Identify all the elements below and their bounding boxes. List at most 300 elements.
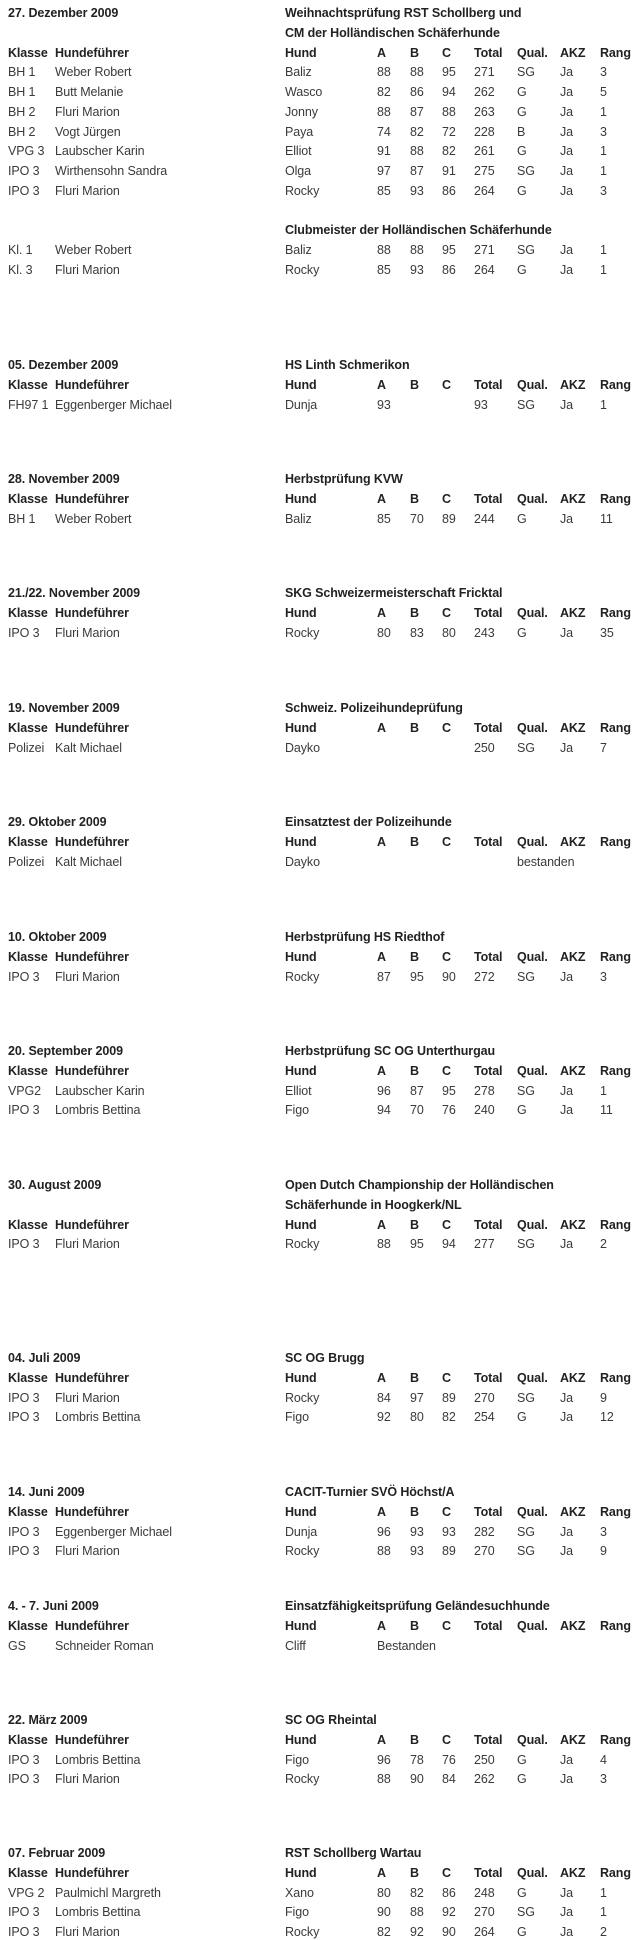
table-cell-fuehrer: Eggenberger Michael [55,1524,172,1539]
table-cell-total: 277 [474,1237,495,1252]
table-cell-rang: 2 [600,1925,607,1939]
column-header-a: A [377,949,386,964]
column-header-c: C [442,720,451,735]
table-cell-qual: SG [517,1390,535,1405]
table-cell-fuehrer: Lombris Bettina [55,1905,141,1920]
table-cell-fuehrer: Lombris Bettina [55,1103,141,1118]
column-header-a: A [377,834,386,849]
table-cell-hund: Elliot [285,144,312,159]
column-header-rang: Rang [600,491,631,506]
table-cell-fuehrer: Fluri Marion [55,1925,120,1939]
table-cell-akz: Ja [560,1103,574,1118]
table-cell-klasse: IPO 3 [8,1544,40,1559]
column-header-hund: Hund [285,1504,317,1519]
table-cell-akz: Ja [560,164,574,178]
table-cell-akz: Ja [560,1772,574,1787]
column-header-total: Total [474,1732,503,1747]
table-cell-akz: Ja [560,1752,574,1767]
table-cell-fuehrer: Weber Robert [55,65,132,80]
column-header-b: B [410,1504,419,1519]
event-title: Einsatzfähigkeitsprüfung Geländesuchhunde [285,1599,550,1613]
table-cell-qual: G [517,1925,527,1939]
column-header-a: A [377,605,386,620]
table-cell-fuehrer: Kalt Michael [55,740,122,755]
column-header-qual: Qual. [517,1217,548,1232]
table-cell-rang: 7 [600,740,607,755]
column-header-akz: AKZ [560,377,586,392]
table-cell-rang: 1 [600,243,607,257]
table-cell-c: 89 [442,511,456,526]
table-cell-klasse: GS [8,1638,26,1653]
table-cell-hund: Rocky [285,1772,320,1787]
column-header-b: B [410,1217,419,1232]
table-cell-hund: Rocky [285,969,320,984]
table-cell-akz: Ja [560,740,574,755]
column-header-b: B [410,491,419,506]
column-header-b: B [410,1370,419,1385]
table-cell-hund: Rocky [285,1237,320,1252]
event-title: Open Dutch Championship der Holländischen [285,1178,554,1192]
table-cell-fuehrer: Laubscher Karin [55,1083,145,1098]
table-cell-akz: Ja [560,1410,574,1425]
table-cell-fuehrer: Butt Melanie [55,85,124,99]
table-cell-klasse: IPO 3 [8,164,40,178]
table-cell-total: 243 [474,625,495,640]
table-cell-b: 88 [410,1905,424,1920]
column-header-c: C [442,949,451,964]
column-header-fuehrer: Hundeführer [55,1063,129,1078]
table-cell-rang: 3 [600,1772,607,1787]
table-cell-b: 78 [410,1752,424,1767]
column-header-qual: Qual. [517,1063,548,1078]
table-cell-hund: Figo [285,1752,309,1767]
table-cell-b: 87 [410,1083,424,1098]
table-cell-fuehrer: Fluri Marion [55,183,120,198]
table-cell-b: 70 [410,511,424,526]
table-cell-qual: SG [517,243,535,257]
table-cell-klasse: IPO 3 [8,1524,40,1539]
table-cell-c: 86 [442,262,456,277]
column-header-klasse: Klasse [8,1063,48,1078]
table-cell-c: 95 [442,243,456,257]
column-header-rang: Rang [600,949,631,964]
column-header-a: A [377,377,386,392]
column-header-total: Total [474,1370,503,1385]
event-title: SC OG Rheintal [285,1713,377,1727]
table-cell-rang: 1 [600,1083,607,1098]
table-cell-klasse: IPO 3 [8,1752,40,1767]
table-cell-c: 86 [442,183,456,198]
table-cell-total: 270 [474,1544,495,1559]
table-cell-klasse: IPO 3 [8,1237,40,1252]
event-date: 05. Dezember 2009 [8,358,119,372]
table-cell-total: 262 [474,1772,495,1787]
event-date: 28. November 2009 [8,472,120,486]
table-cell-klasse: VPG 3 [8,144,45,159]
table-cell-fuehrer: Wirthensohn Sandra [55,164,168,178]
table-cell-total: 264 [474,262,495,277]
column-header-klasse: Klasse [8,1217,48,1232]
event-date: 4. - 7. Juni 2009 [8,1599,99,1613]
table-cell-c: 88 [442,104,456,119]
table-cell-b: 88 [410,243,424,257]
column-header-klasse: Klasse [8,1865,48,1880]
table-cell-qual: SG [517,1237,535,1252]
column-header-akz: AKZ [560,491,586,506]
table-cell-qual: G [517,1885,527,1900]
table-cell-total: 263 [474,104,495,119]
column-header-klasse: Klasse [8,1732,48,1747]
table-cell-total: 264 [474,1925,495,1939]
table-cell-a: 82 [377,85,391,99]
table-cell-hund: Dayko [285,740,320,755]
column-header-c: C [442,605,451,620]
table-cell-fuehrer: Lombris Bettina [55,1410,141,1425]
table-cell-a: 88 [377,243,391,257]
table-cell-a: 87 [377,969,391,984]
event-title: Schweiz. Polizeihundeprüfung [285,701,463,715]
table-cell-a: 91 [377,144,391,159]
column-header-total: Total [474,1063,503,1078]
column-header-hund: Hund [285,1370,317,1385]
table-cell-a: 84 [377,1390,391,1405]
sub-title: Clubmeister der Holländischen Schäferhunde [285,223,552,238]
column-header-akz: AKZ [560,1732,586,1747]
table-cell-akz: Ja [560,243,574,257]
column-header-akz: AKZ [560,1504,586,1519]
table-cell-a: 93 [377,397,391,412]
event-title: SC OG Brugg [285,1351,365,1365]
event-date: 27. Dezember 2009 [8,6,119,20]
table-cell-a: 88 [377,1544,391,1559]
table-cell-akz: Ja [560,104,574,119]
column-header-fuehrer: Hundeführer [55,1732,129,1747]
table-cell-klasse: IPO 3 [8,183,40,198]
table-cell-akz: Ja [560,1905,574,1920]
table-cell-c: 72 [442,124,456,139]
table-cell-akz: Ja [560,1083,574,1098]
column-header-total: Total [474,377,503,392]
column-header-b: B [410,1618,419,1633]
event-date: 21./22. November 2009 [8,586,141,600]
table-cell-b: 82 [410,1885,424,1900]
table-cell-total: 93 [474,397,488,412]
table-cell-fuehrer: Paulmichl Margreth [55,1885,161,1900]
table-cell-qual: SG [517,740,535,755]
table-cell-qual: G [517,262,527,277]
column-header-b: B [410,949,419,964]
column-header-a: A [377,1504,386,1519]
table-cell-klasse: IPO 3 [8,1103,40,1118]
column-header-fuehrer: Hundeführer [55,1865,129,1880]
column-header-c: C [442,1063,451,1078]
column-header-a: A [377,1865,386,1880]
event-title: RST Schollberg Wartau [285,1846,422,1860]
column-header-hund: Hund [285,834,317,849]
table-cell-rang: 11 [600,511,613,526]
column-header-c: C [442,1370,451,1385]
table-cell-hund: Rocky [285,183,320,198]
table-cell-c: 89 [442,1544,456,1559]
table-cell-klasse: Polizei [8,740,45,755]
event-title: Herbstprüfung SC OG Unterthurgau [285,1044,495,1058]
column-header-a: A [377,1732,386,1747]
table-cell-qual: SG [517,397,535,412]
column-header-total: Total [474,491,503,506]
table-cell-qual: G [517,511,527,526]
table-cell-rang: 9 [600,1390,607,1405]
column-header-fuehrer: Hundeführer [55,949,129,964]
event-date: 10. Oktober 2009 [8,930,107,944]
column-header-a: A [377,45,386,60]
table-cell-total: 271 [474,65,495,80]
column-header-b: B [410,45,419,60]
column-header-qual: Qual. [517,491,548,506]
event-title: HS Linth Schmerikon [285,358,410,372]
column-header-akz: AKZ [560,1063,586,1078]
column-header-b: B [410,377,419,392]
table-cell-akz: Ja [560,1885,574,1900]
column-header-qual: Qual. [517,1865,548,1880]
column-header-b: B [410,1063,419,1078]
table-cell-akz: Ja [560,625,574,640]
table-cell-total: 261 [474,144,495,159]
table-cell-hund: Baliz [285,511,312,526]
table-cell-hund: Xano [285,1885,314,1900]
event-title: Herbstprüfung KVW [285,472,403,486]
table-cell-hund: Cliff [285,1638,306,1653]
table-cell-b: 93 [410,1524,424,1539]
table-cell-qual: SG [517,65,535,80]
table-cell-rang: 35 [600,625,614,640]
column-header-qual: Qual. [517,605,548,620]
table-cell-a: 88 [377,1237,391,1252]
event-date: 07. Februar 2009 [8,1846,106,1860]
table-cell-akz: Ja [560,124,574,139]
column-header-hund: Hund [285,720,317,735]
table-cell-klasse: BH 1 [8,65,36,80]
table-cell-hund: Baliz [285,243,312,257]
table-cell-total: 262 [474,85,495,99]
table-cell-klasse: IPO 3 [8,1410,40,1425]
column-header-qual: Qual. [517,720,548,735]
column-header-a: A [377,491,386,506]
column-header-total: Total [474,1217,503,1232]
table-cell-klasse: Kl. 3 [8,262,33,277]
column-header-qual: Qual. [517,834,548,849]
table-cell-hund: Baliz [285,65,312,80]
table-cell-akz: Ja [560,1524,574,1539]
table-cell-fuehrer: Fluri Marion [55,625,120,640]
table-cell-hund: Wasco [285,85,323,99]
column-header-a: A [377,1618,386,1633]
table-cell-a: 74 [377,124,391,139]
table-cell-c: 94 [442,1237,456,1252]
table-cell-b: 82 [410,124,424,139]
table-cell-hund: Figo [285,1410,309,1425]
table-cell-c: 76 [442,1103,456,1118]
table-cell-qual: SG [517,164,535,178]
table-cell-hund: Dunja [285,1524,318,1539]
column-header-hund: Hund [285,1618,317,1633]
table-cell-akz: Ja [560,1390,574,1405]
table-cell-rang: 1 [600,1885,607,1900]
event-title: Schäferhunde in Hoogkerk/NL [285,1197,462,1212]
table-cell-rang: 5 [600,85,607,99]
table-cell-c: 82 [442,144,456,159]
table-cell-b: 70 [410,1103,424,1118]
table-cell-fuehrer: Fluri Marion [55,1544,120,1559]
table-cell-fuehrer: Fluri Marion [55,1390,120,1405]
table-cell-total: 248 [474,1885,495,1900]
column-header-fuehrer: Hundeführer [55,1504,129,1519]
table-cell-c: 84 [442,1772,456,1787]
column-header-klasse: Klasse [8,605,48,620]
table-cell-klasse: IPO 3 [8,625,40,640]
table-cell-c: 95 [442,1083,456,1098]
column-header-c: C [442,834,451,849]
column-header-hund: Hund [285,1063,317,1078]
table-cell-klasse: FH97 1 [8,397,49,412]
table-cell-a: 82 [377,1925,391,1939]
table-cell-b: 93 [410,183,424,198]
table-cell-qual: G [517,625,527,640]
table-cell-hund: Elliot [285,1083,312,1098]
column-header-rang: Rang [600,1865,631,1880]
column-header-fuehrer: Hundeführer [55,491,129,506]
column-header-hund: Hund [285,45,317,60]
table-cell-b: 95 [410,1237,424,1252]
table-cell-b: 80 [410,1410,424,1425]
table-cell-a: 80 [377,625,391,640]
column-header-rang: Rang [600,1732,631,1747]
table-cell-hund: Paya [285,124,314,139]
event-title: Weihnachtsprüfung RST Schollberg und [285,6,522,20]
column-header-akz: AKZ [560,720,586,735]
table-cell-b: 93 [410,262,424,277]
column-header-a: A [377,720,386,735]
table-cell-total: 278 [474,1083,495,1098]
event-date: 22. März 2009 [8,1713,88,1727]
table-cell-qual: B [517,124,526,139]
table-cell-akz: Ja [560,65,574,80]
table-cell-klasse: VPG 2 [8,1885,45,1900]
column-header-rang: Rang [600,1504,631,1519]
column-header-total: Total [474,605,503,620]
table-cell-b: 92 [410,1925,424,1939]
table-cell-klasse: IPO 3 [8,969,40,984]
column-header-rang: Rang [600,605,631,620]
table-cell-c: 95 [442,65,456,80]
column-header-a: A [377,1370,386,1385]
event-title: Herbstprüfung HS Riedthof [285,930,445,944]
table-cell-hund: Olga [285,164,312,178]
event-title: Einsatztest der Polizeihunde [285,815,452,829]
table-cell-fuehrer: Lombris Bettina [55,1752,141,1767]
event-date: 20. September 2009 [8,1044,123,1058]
table-cell-hund: Rocky [285,1544,320,1559]
column-header-c: C [442,1865,451,1880]
table-cell-fuehrer: Weber Robert [55,511,132,526]
column-header-rang: Rang [600,720,631,735]
table-cell-b: 83 [410,625,424,640]
column-header-total: Total [474,949,503,964]
table-cell-hund: Rocky [285,1925,320,1939]
table-cell-hund: Rocky [285,262,320,277]
table-cell-total: 275 [474,164,495,178]
table-cell-total: 250 [474,740,495,755]
table-cell-b: 97 [410,1390,424,1405]
table-cell-b: 86 [410,85,424,99]
table-cell-rang: 3 [600,183,607,198]
table-cell-akz: Ja [560,262,574,277]
column-header-qual: Qual. [517,1618,548,1633]
column-header-akz: AKZ [560,605,586,620]
column-header-akz: AKZ [560,1865,586,1880]
table-cell-hund: Figo [285,1103,309,1118]
column-header-total: Total [474,1618,503,1633]
column-header-hund: Hund [285,949,317,964]
column-header-c: C [442,1732,451,1747]
table-cell-fuehrer: Weber Robert [55,243,132,257]
table-cell-rang: 12 [600,1410,614,1425]
table-cell-hund: Dayko [285,854,320,869]
table-cell-hund: Dunja [285,397,318,412]
table-cell-qual: G [517,1752,527,1767]
event-title: CACIT-Turnier SVÖ Höchst/A [285,1485,455,1499]
column-header-klasse: Klasse [8,1618,48,1633]
table-cell-rang: 1 [600,164,607,178]
column-header-akz: AKZ [560,1618,586,1633]
table-cell-b: 95 [410,969,424,984]
column-header-klasse: Klasse [8,377,48,392]
table-cell-qual: SG [517,1083,535,1098]
table-cell-b: 90 [410,1772,424,1787]
event-title: CM der Holländischen Schäferhunde [285,25,500,40]
table-cell-total: 282 [474,1524,495,1539]
table-cell-rang: 1 [600,104,607,119]
table-cell-c: 82 [442,1410,456,1425]
table-cell-a: 92 [377,1410,391,1425]
table-cell-a: 90 [377,1905,391,1920]
column-header-rang: Rang [600,1618,631,1633]
table-cell-qual: G [517,85,527,99]
table-cell-rang: 3 [600,124,607,139]
table-cell-total: 271 [474,243,495,257]
table-cell-a: 80 [377,1885,391,1900]
table-cell-rang: 3 [600,969,607,984]
table-cell-klasse: IPO 3 [8,1905,40,1920]
table-cell-qual: G [517,1410,527,1425]
table-cell-klasse: IPO 3 [8,1925,40,1939]
table-cell-akz: Ja [560,183,574,198]
table-cell-rang: 3 [600,1524,607,1539]
column-header-hund: Hund [285,377,317,392]
table-cell-akz: Ja [560,511,574,526]
table-cell-b: 87 [410,104,424,119]
column-header-hund: Hund [285,1217,317,1232]
table-cell-qual: SG [517,1905,535,1920]
table-cell-klasse: BH 1 [8,85,36,99]
column-header-total: Total [474,834,503,849]
table-cell-hund: Rocky [285,625,320,640]
table-cell-total: 228 [474,124,495,139]
table-cell-rang: 1 [600,397,607,412]
table-cell-fuehrer: Fluri Marion [55,1237,120,1252]
table-cell-c: 89 [442,1390,456,1405]
column-header-hund: Hund [285,1732,317,1747]
column-header-akz: AKZ [560,1370,586,1385]
